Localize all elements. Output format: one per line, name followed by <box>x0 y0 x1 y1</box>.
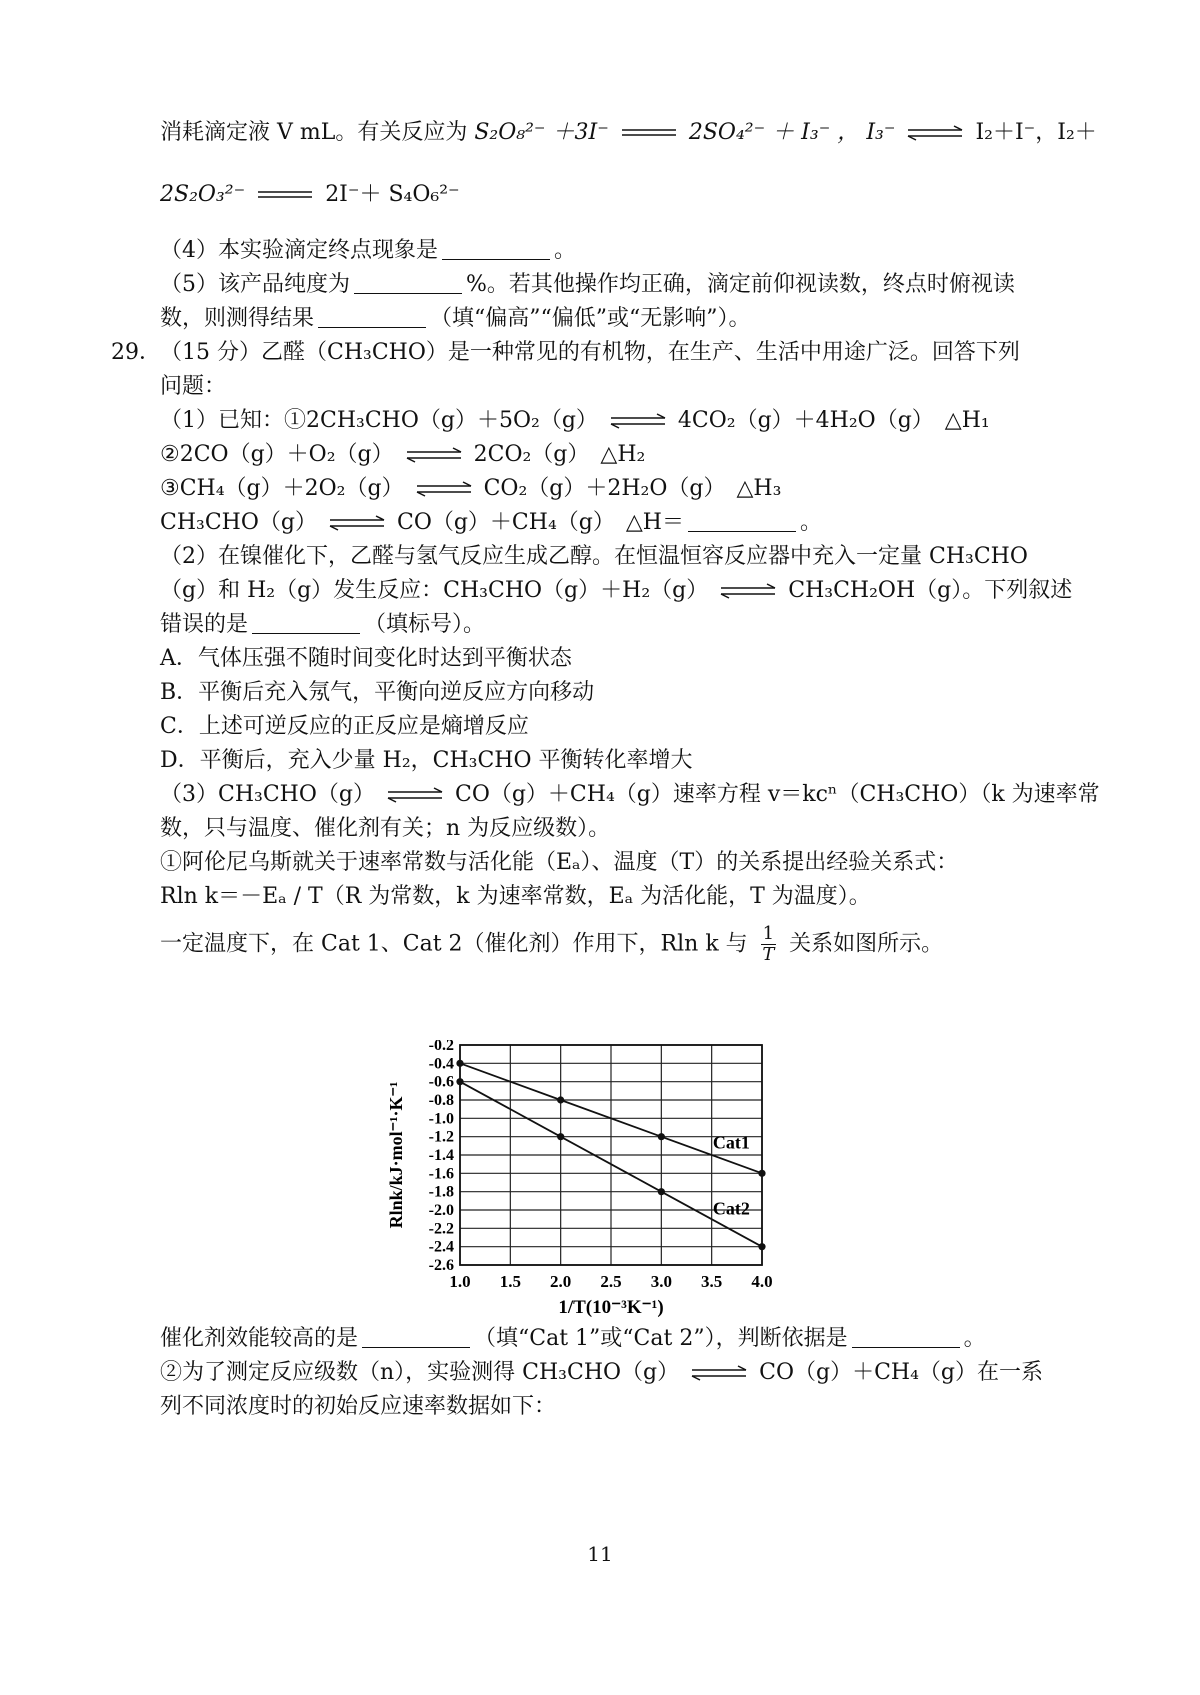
option-b: B．平衡后充入氖气，平衡向逆反应方向移动 <box>160 680 595 705</box>
c1-text-b: （填“Cat 1”或“Cat 2”），判断依据是 <box>474 1326 848 1351</box>
x-tick-label: 1.0 <box>449 1272 471 1291</box>
y-tick-label: -2.0 <box>428 1202 454 1219</box>
reversible-arrow-icon <box>328 515 386 531</box>
page-number: 11 <box>587 1542 613 1566</box>
q5-text-c: 数，则测得结果 <box>160 306 315 331</box>
s2-text-b: （g）和 H₂（g）发生反应：CH₃CHO（g）＋H₂（g） <box>160 578 709 603</box>
y-tick-label: -0.4 <box>428 1055 454 1073</box>
data-point-cat1 <box>758 1170 765 1177</box>
y-tick-label: -0.8 <box>428 1092 454 1109</box>
reaction-line-2 <box>160 180 460 210</box>
order-question-line-1 <box>160 1358 1043 1388</box>
q5-text-a: （5）该产品纯度为 <box>160 272 350 297</box>
option-d: D．平衡后，充入少量 H₂，CH₃CHO 平衡转化率增大 <box>160 748 693 773</box>
equation-4 <box>160 508 822 538</box>
x-tick-label: 1.5 <box>499 1272 521 1291</box>
eq2-right: 2CO₂（g） △H₂ <box>473 442 646 467</box>
question-29-number: 29． <box>111 340 161 365</box>
answer-blank <box>688 509 796 532</box>
x-tick-label: 2.0 <box>550 1272 572 1291</box>
text-l2b: 2I⁻＋ S₄O₆²⁻ <box>325 182 460 207</box>
equals-arrow-icon <box>256 188 314 202</box>
y-tick-label: -2.2 <box>428 1220 454 1238</box>
question-5-line-1 <box>160 270 1015 300</box>
q4-end: 。 <box>554 238 577 263</box>
s3-text-b: CO（g）＋CH₄（g）速率方程 v＝kcⁿ（CH₃CHO）（k 为速率常 <box>454 782 1100 807</box>
y-tick-label: -1.0 <box>428 1110 454 1128</box>
c1-text-a: 催化剂效能较高的是 <box>160 1326 359 1351</box>
data-point-cat2 <box>758 1243 765 1250</box>
fraction-1-over-T <box>761 924 776 965</box>
rlnk-vs-inverse-t-chart <box>380 1040 840 1318</box>
text-l2a: 2S₂O₃²⁻ <box>160 182 246 207</box>
reversible-arrow-icon <box>906 125 964 141</box>
section-3-line-4: Rln k＝－Eₐ / T（R 为常数，k 为速率常数，Eₐ 为活化能，T 为温度）。 <box>160 884 871 909</box>
equation-2 <box>160 440 645 470</box>
data-point-cat1 <box>557 1096 564 1103</box>
y-tick-label: -1.6 <box>428 1165 454 1183</box>
y-axis-label: Rlnk/kJ·mol⁻¹·K⁻¹ <box>386 1081 406 1229</box>
x-tick-label: 4.0 <box>751 1272 773 1291</box>
section-3-line-5 <box>160 924 943 965</box>
eq3-left: ③CH₄（g）＋2O₂（g） <box>160 476 404 501</box>
catalyst-question <box>160 1324 986 1354</box>
fraction-numerator: 1 <box>762 923 775 944</box>
s2-text-e: （填标号）。 <box>364 612 486 637</box>
eq2-left: ②2CO（g）＋O₂（g） <box>160 442 394 467</box>
order-question-line-2: 列不同浓度时的初始反应速率数据如下： <box>160 1394 557 1419</box>
eq4-right: CO（g）＋CH₄（g） △H＝ <box>396 510 684 535</box>
series-label-cat2: Cat2 <box>712 1198 750 1219</box>
s3-text-f: 一定温度下，在 Cat 1、Cat 2（催化剂）作用下，Rln k 与 <box>160 931 748 957</box>
answer-blank <box>442 237 550 260</box>
reaction-line-1 <box>160 118 1097 148</box>
answer-blank <box>252 611 360 634</box>
section-2-line-3 <box>160 610 485 640</box>
text-l1e: I₂＋I⁻，I₂＋ <box>975 120 1097 145</box>
y-tick-label: -1.4 <box>428 1147 454 1164</box>
reversible-arrow-icon <box>609 413 667 429</box>
reversible-arrow-icon <box>690 1365 748 1381</box>
text-l1b: S₂O₈²⁻ ＋3I⁻ <box>474 120 609 145</box>
x-axis-label: 1/T(10⁻³K⁻¹) <box>558 1297 664 1318</box>
section-2-line-1: （2）在镍催化下，乙醛与氢气反应生成乙醇。在恒温恒容反应器中充入一定量 CH₃CHO <box>160 544 1028 569</box>
x-tick-label: 3.5 <box>701 1272 723 1291</box>
answer-blank <box>354 271 462 294</box>
y-tick-label: -0.6 <box>428 1073 454 1091</box>
y-tick-label: -1.2 <box>428 1128 454 1146</box>
text-l1d: I₃⁻ <box>866 120 896 145</box>
question-4 <box>160 236 576 266</box>
answer-blank <box>318 305 426 328</box>
reversible-arrow-icon <box>415 481 473 497</box>
equation-1 <box>160 406 990 436</box>
q5-text-d: （填“偏高”“偏低”或“无影响”）。 <box>430 306 751 331</box>
x-tick-label: 3.0 <box>650 1272 672 1291</box>
equation-3 <box>160 474 781 504</box>
answer-blank <box>362 1325 470 1348</box>
s3-text-g: 关系如图所示。 <box>789 931 944 957</box>
reversible-arrow-icon <box>405 447 463 463</box>
y-tick-label: -2.6 <box>428 1257 454 1274</box>
eq1-right: 4CO₂（g）＋4H₂O（g） △H₁ <box>677 408 990 433</box>
data-point-cat2 <box>557 1133 564 1140</box>
eq4-end: 。 <box>799 510 822 535</box>
x-tick-label: 2.5 <box>600 1272 622 1291</box>
c2-text-b: CO（g）＋CH₄（g）在一系 <box>759 1360 1044 1385</box>
data-point-cat2 <box>456 1078 463 1085</box>
s2-text-d: 错误的是 <box>160 612 249 637</box>
text-l1a: 消耗滴定液 V mL。有关反应为 <box>160 120 468 145</box>
c1-text-c: 。 <box>963 1326 986 1351</box>
y-tick-label: -2.4 <box>428 1238 454 1256</box>
c2-text-a: ②为了测定反应级数（n），实验测得 CH₃CHO（g） <box>160 1360 680 1385</box>
y-tick-label: -1.8 <box>428 1183 454 1201</box>
question-29-intro-2: 问题： <box>160 374 227 399</box>
s2-text-c: CH₃CH₂OH（g）。下列叙述 <box>788 578 1073 603</box>
q4-text: （4）本实验滴定终点现象是 <box>160 238 438 263</box>
series-label-cat1: Cat1 <box>712 1132 750 1153</box>
eq3-right: CO₂（g）＋2H₂O（g） △H₃ <box>483 476 782 501</box>
question-29-intro: （15 分）乙醛（CH₃CHO）是一种常见的有机物，在生产、生活中用途广泛。回答下列 <box>160 340 1020 365</box>
option-a: A．气体压强不随时间变化时达到平衡状态 <box>160 646 572 671</box>
y-tick-label: -0.2 <box>428 1040 454 1054</box>
answer-blank <box>852 1325 960 1348</box>
s3-text-a: （3）CH₃CHO（g） <box>160 782 375 807</box>
section-3-line-1 <box>160 780 1100 810</box>
equals-arrow-icon <box>620 126 678 140</box>
fraction-denominator: T <box>762 944 775 965</box>
option-c: C．上述可逆反应的正反应是熵增反应 <box>160 714 529 739</box>
text-l1c: 2SO₄²⁻ ＋ I₃⁻ ， <box>688 120 860 145</box>
data-point-cat1 <box>658 1133 665 1140</box>
q5-text-b: %。若其他操作均正确，滴定前仰视读数，终点时俯视读 <box>466 272 1015 297</box>
section-3-line-2: 数，只与温度、催化剂有关；n 为反应级数）。 <box>160 816 611 841</box>
section-3-line-3: ①阿伦尼乌斯就关于速率常数与活化能（Eₐ）、温度（T）的关系提出经验关系式： <box>160 850 959 875</box>
question-5-line-2 <box>160 304 751 334</box>
eq4-left: CH₃CHO（g） <box>160 510 317 535</box>
section-2-line-2 <box>160 576 1072 606</box>
data-point-cat1 <box>456 1060 463 1067</box>
reversible-arrow-icon <box>386 787 444 803</box>
reversible-arrow-icon <box>719 583 777 599</box>
data-point-cat2 <box>658 1188 665 1195</box>
eq1-left: （1）已知：①2CH₃CHO（g）＋5O₂（g） <box>160 408 598 433</box>
